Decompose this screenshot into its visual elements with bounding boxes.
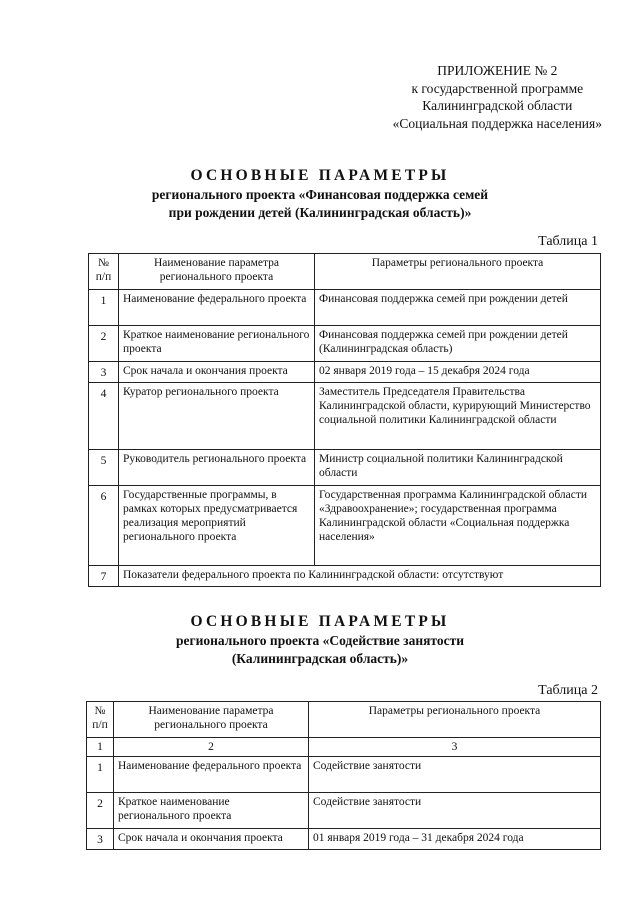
table1-label: Таблица 1 — [538, 234, 598, 249]
section2-subtitle: регионального проекта «Содействие занятости — [175, 633, 465, 648]
row-value: Финансовая поддержка семей при рождении детей — [315, 290, 601, 326]
row-value: Содействие занятости — [309, 757, 601, 793]
section1-subtitle: при рождении детей (Калининградская область)» — [168, 205, 472, 220]
row-value: Заместитель Председателя Правительства Калининградской области, курирующий Министерство социальной политики Калининградской области — [315, 383, 601, 450]
section2-heading — [0, 612, 640, 668]
table-row — [89, 566, 601, 587]
header-num: № п/п — [87, 702, 114, 738]
row-num: 1 — [87, 757, 114, 793]
table-row — [87, 757, 601, 793]
table-row — [89, 486, 601, 566]
row-name: Краткое наименование регионального проекта — [114, 793, 309, 829]
table-header-row — [87, 702, 601, 738]
table-row — [89, 326, 601, 362]
section2-subtitle: (Калининградская область)» — [231, 651, 409, 666]
table-row — [89, 383, 601, 450]
appendix-header — [393, 62, 602, 132]
table-row — [89, 450, 601, 486]
header-value: Параметры регионального проекта — [315, 254, 601, 290]
appendix-line: Калининградской области — [422, 98, 573, 113]
row-indicators: Показатели федерального проекта по Калининградской области: отсутствуют — [119, 566, 601, 587]
appendix-number: ПРИЛОЖЕНИЕ № 2 — [437, 63, 558, 78]
header-name: Наименование параметра регионального проекта — [114, 702, 309, 738]
row-num: 1 — [89, 290, 119, 326]
appendix-line: к государственной программе — [411, 80, 584, 96]
row-value: Министр социальной политики Калининградской области — [315, 450, 601, 486]
row-name: Руководитель регионального проекта — [119, 450, 315, 486]
row-num: 5 — [89, 450, 119, 486]
row-num: 4 — [89, 383, 119, 450]
row-name: Срок начала и окончания проекта — [119, 362, 315, 383]
row-num: 2 — [87, 793, 114, 829]
table-row — [87, 829, 601, 850]
row-num: 2 — [89, 326, 119, 362]
row-value: 02 января 2019 года – 15 декабря 2024 года — [315, 362, 601, 383]
appendix-line: «Социальная поддержка населения» — [392, 115, 602, 131]
row-value: Содействие занятости — [309, 793, 601, 829]
table-row — [89, 290, 601, 326]
column-number: 3 — [309, 738, 601, 757]
section2-title: ОСНОВНЫЕ ПАРАМЕТРЫ — [190, 613, 450, 630]
row-name: Наименование федерального проекта — [119, 290, 315, 326]
row-num: 3 — [89, 362, 119, 383]
row-value: 01 января 2019 года – 31 декабря 2024 года — [309, 829, 601, 850]
table2 — [86, 701, 601, 850]
column-numbers-row — [87, 738, 601, 757]
row-name: Государственные программы, в рамках которых предусматривается реализация мероприятий регионального проекта — [119, 486, 315, 566]
row-num: 7 — [89, 566, 119, 587]
column-number: 2 — [114, 738, 309, 757]
row-name: Краткое наименование регионального проекта — [119, 326, 315, 362]
table1 — [88, 253, 601, 587]
header-value: Параметры регионального проекта — [309, 702, 601, 738]
row-name: Наименование федерального проекта — [114, 757, 309, 793]
table-header-row — [89, 254, 601, 290]
row-value: Финансовая поддержка семей при рождении детей (Калининградская область) — [315, 326, 601, 362]
section1-title: ОСНОВНЫЕ ПАРАМЕТРЫ — [190, 167, 450, 184]
row-name: Срок начала и окончания проекта — [114, 829, 309, 850]
table2-label: Таблица 2 — [538, 683, 598, 698]
row-num: 3 — [87, 829, 114, 850]
row-num: 6 — [89, 486, 119, 566]
header-name: Наименование параметра регионального проекта — [119, 254, 315, 290]
header-num: № п/п — [89, 254, 119, 290]
column-number: 1 — [87, 738, 114, 757]
section1-subtitle: регионального проекта «Финансовая поддержка семей — [151, 187, 489, 202]
row-name: Куратор регионального проекта — [119, 383, 315, 450]
section1-heading — [0, 166, 640, 222]
table-row — [89, 362, 601, 383]
row-value: Государственная программа Калининградской области «Здравоохранение»; государственная программа Калининградской области «Социальная поддержка населения» — [315, 486, 601, 566]
table-row — [87, 793, 601, 829]
